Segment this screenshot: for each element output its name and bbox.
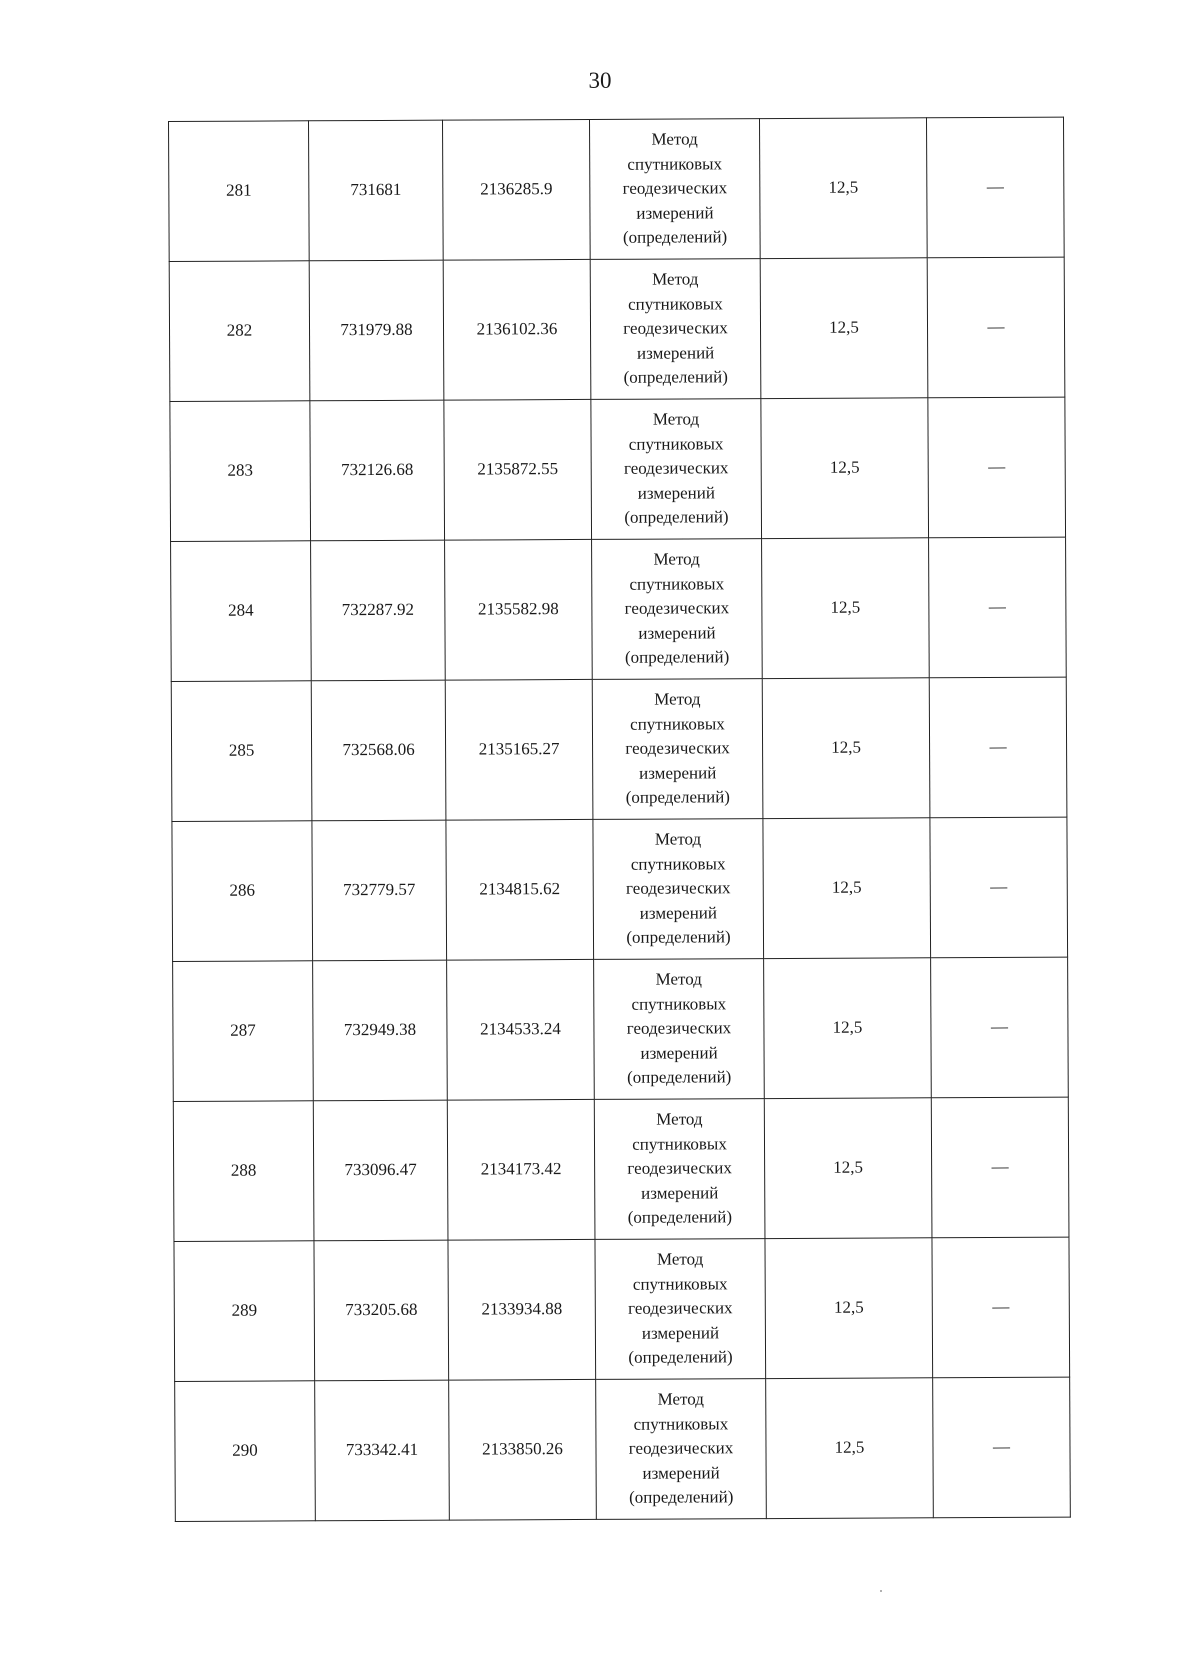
- method-text-line: (определений): [623, 367, 728, 388]
- x-coordinate-cell: 732287.92: [311, 540, 446, 681]
- table-row: [175, 1377, 1071, 1521]
- accuracy-cell: 12,5: [764, 958, 932, 1099]
- point-number-cell: 282: [169, 261, 310, 402]
- y-coordinate-cell: 2134815.62: [446, 819, 594, 960]
- y-coordinate-cell: 2134533.24: [447, 959, 595, 1100]
- method-text-line: геодезических: [628, 1298, 733, 1319]
- method-text-line: Метод: [656, 1109, 703, 1129]
- method-text-line: (определений): [626, 927, 731, 948]
- method-text-line: Метод: [654, 689, 701, 709]
- method-text-line: измерений: [636, 203, 714, 223]
- point-number-cell: 284: [171, 541, 312, 682]
- method-text-line: спутниковых: [630, 854, 726, 874]
- method-text-line: спутниковых: [627, 154, 723, 174]
- point-number-cell: 287: [173, 961, 314, 1102]
- method-text-line: геодезических: [626, 1018, 732, 1039]
- method-text-line: Метод: [653, 549, 700, 569]
- method-text-line: геодезических: [625, 738, 730, 759]
- method-text-line: геодезических: [623, 458, 729, 479]
- y-coordinate-cell: 2136102.36: [443, 259, 591, 400]
- point-number-cell: 288: [173, 1101, 314, 1242]
- accuracy-cell: 12,5: [759, 118, 927, 259]
- method-text-line: измерений: [641, 1183, 719, 1203]
- method-cell: [591, 399, 762, 540]
- method-cell: [589, 119, 760, 260]
- note-cell: —: [928, 397, 1066, 538]
- page-number: 30: [588, 68, 612, 93]
- method-text-line: (определений): [624, 647, 730, 668]
- y-coordinate-cell: 2134173.42: [447, 1099, 595, 1240]
- method-cell: [595, 1239, 766, 1380]
- method-text-line: геодезических: [628, 1438, 734, 1459]
- point-number-cell: 286: [172, 821, 313, 962]
- method-text-line: геодезических: [627, 1158, 732, 1179]
- method-text-line: измерений: [638, 623, 716, 643]
- method-text-line: спутниковых: [633, 1414, 729, 1434]
- y-coordinate-cell: 2136285.9: [442, 119, 590, 260]
- note-cell: —: [929, 677, 1067, 818]
- point-number-cell: 290: [175, 1381, 316, 1522]
- method-text-line: измерений: [641, 1323, 720, 1343]
- y-coordinate-cell: 2133850.26: [449, 1379, 597, 1520]
- note-cell: —: [929, 537, 1067, 678]
- method-text-line: (определений): [624, 507, 729, 528]
- method-cell: [594, 1099, 765, 1240]
- method-text-line: измерений: [636, 343, 715, 363]
- accuracy-cell: 12,5: [766, 1378, 934, 1519]
- method-text-line: Метод: [651, 129, 698, 149]
- method-text-line: измерений: [640, 1043, 718, 1063]
- method-text-line: Метод: [656, 1249, 704, 1269]
- method-text-line: геодезических: [622, 178, 728, 199]
- method-text-line: геодезических: [623, 318, 728, 339]
- method-cell: [593, 819, 764, 960]
- note-cell: —: [933, 1377, 1071, 1518]
- method-cell: [592, 679, 763, 820]
- accuracy-cell: 12,5: [764, 1098, 932, 1239]
- method-text-line: Метод: [657, 1389, 704, 1409]
- table-row: [169, 117, 1065, 261]
- method-cell: [594, 959, 765, 1100]
- method-text-line: (определений): [627, 1207, 733, 1228]
- method-text-line: геодезических: [625, 878, 731, 899]
- x-coordinate-cell: 733342.41: [315, 1380, 450, 1521]
- note-cell: —: [930, 817, 1068, 958]
- coordinates-table-body: [169, 117, 1071, 1521]
- accuracy-cell: 12,5: [762, 678, 930, 819]
- table-row: [174, 1237, 1070, 1381]
- point-number-cell: 285: [171, 681, 312, 822]
- table-row: [171, 677, 1067, 821]
- y-coordinate-cell: 2135165.27: [445, 679, 593, 820]
- note-cell: —: [931, 957, 1069, 1098]
- table-row: [169, 257, 1065, 401]
- method-text-line: измерений: [642, 1463, 720, 1483]
- method-text-line: Метод: [652, 269, 699, 289]
- method-text-line: (определений): [628, 1347, 733, 1368]
- scan-speck: [880, 1590, 882, 1592]
- point-number-cell: 289: [174, 1241, 315, 1382]
- accuracy-cell: 12,5: [763, 818, 931, 959]
- method-text-line: Метод: [652, 409, 700, 429]
- method-text-line: спутниковых: [629, 574, 725, 594]
- x-coordinate-cell: 733096.47: [313, 1100, 448, 1241]
- accuracy-cell: 12,5: [760, 258, 928, 399]
- y-coordinate-cell: 2135872.55: [444, 399, 592, 540]
- method-text-line: измерений: [639, 763, 717, 783]
- method-text-line: спутниковых: [628, 434, 724, 454]
- method-text-line: Метод: [654, 829, 702, 849]
- x-coordinate-cell: 731681: [309, 120, 444, 261]
- accuracy-cell: 12,5: [762, 538, 930, 679]
- method-text-line: (определений): [622, 227, 728, 248]
- x-coordinate-cell: 732568.06: [311, 680, 446, 821]
- point-number-cell: 281: [169, 121, 310, 262]
- y-coordinate-cell: 2133934.88: [448, 1239, 596, 1380]
- coordinates-table: [168, 117, 1071, 1522]
- table-row: [172, 817, 1068, 961]
- note-cell: —: [927, 257, 1065, 398]
- table-row: [173, 957, 1069, 1101]
- x-coordinate-cell: 731979.88: [309, 260, 444, 401]
- x-coordinate-cell: 732126.68: [310, 400, 445, 541]
- method-text-line: геодезических: [624, 598, 730, 619]
- note-cell: —: [931, 1097, 1069, 1238]
- method-text-line: Метод: [655, 969, 702, 989]
- method-text-line: спутниковых: [632, 1274, 728, 1294]
- method-cell: [596, 1379, 767, 1520]
- point-number-cell: 283: [170, 401, 311, 542]
- method-text-line: спутниковых: [628, 294, 723, 314]
- method-cell: [592, 539, 763, 680]
- method-text-line: (определений): [629, 1487, 734, 1508]
- method-text-line: спутниковых: [630, 714, 725, 734]
- method-text-line: (определений): [626, 1067, 732, 1088]
- method-text-line: спутниковых: [631, 994, 727, 1014]
- method-text-line: спутниковых: [632, 1134, 727, 1154]
- method-text-line: измерений: [639, 903, 718, 923]
- table-row: [171, 537, 1067, 681]
- note-cell: —: [932, 1237, 1070, 1378]
- method-cell: [590, 259, 761, 400]
- accuracy-cell: 12,5: [765, 1238, 933, 1379]
- x-coordinate-cell: 733205.68: [314, 1240, 449, 1381]
- note-cell: —: [926, 117, 1064, 258]
- table-row: [173, 1097, 1069, 1241]
- method-text-line: (определений): [625, 787, 730, 808]
- method-text-line: измерений: [637, 483, 715, 503]
- table-row: [170, 397, 1066, 541]
- x-coordinate-cell: 732949.38: [313, 960, 448, 1101]
- x-coordinate-cell: 732779.57: [312, 820, 447, 961]
- y-coordinate-cell: 2135582.98: [445, 539, 593, 680]
- accuracy-cell: 12,5: [761, 398, 929, 539]
